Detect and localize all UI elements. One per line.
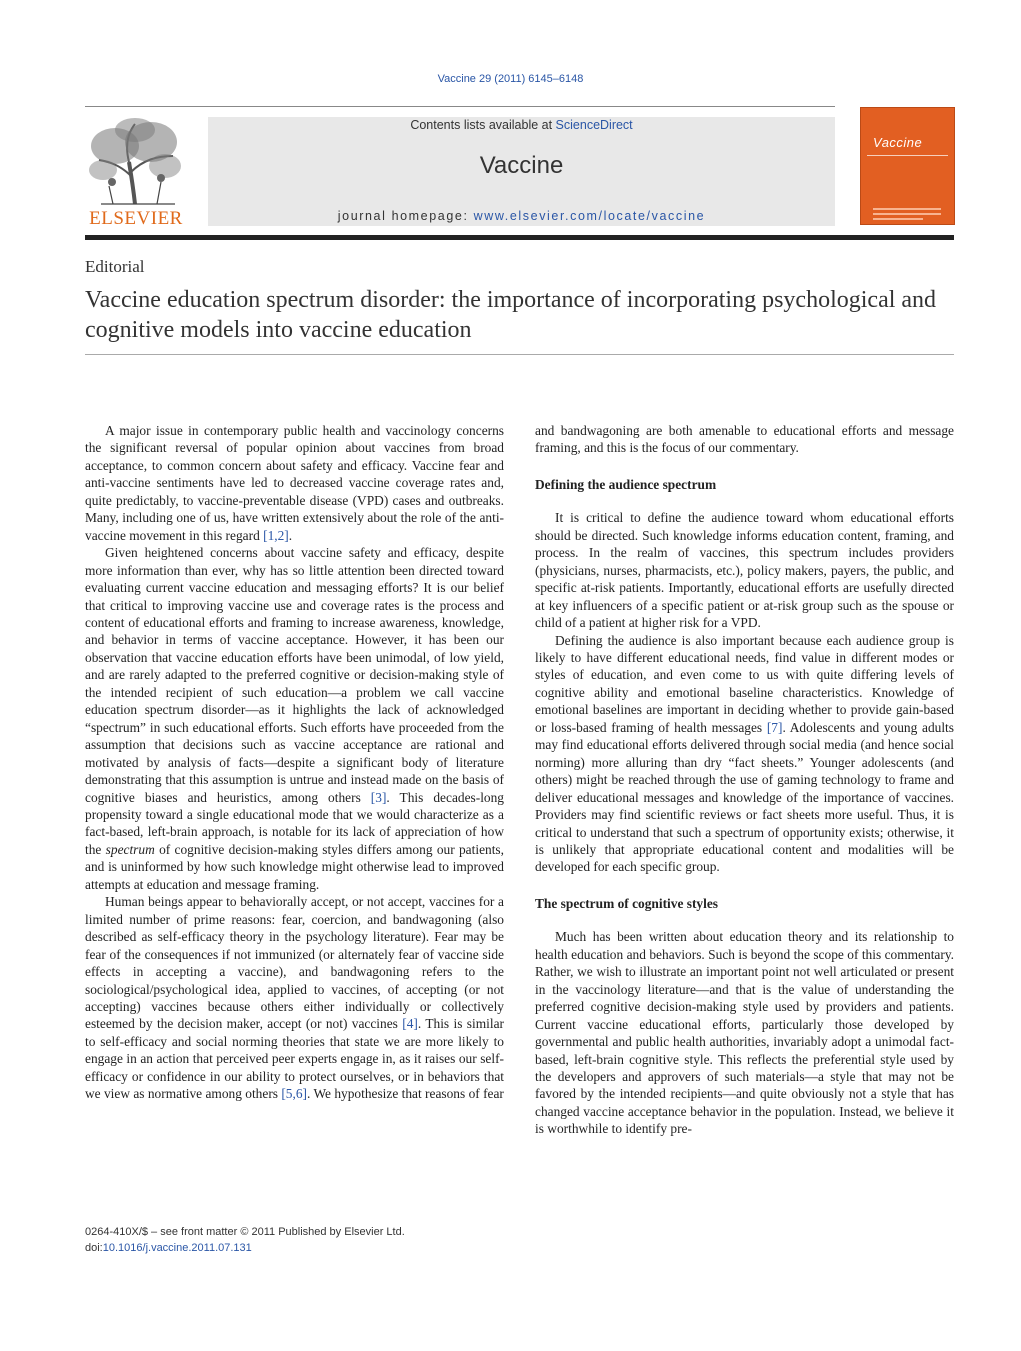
paragraph-text: of cognitive decision-making styles differs among our patients, and is uninformed by how such knowledge might otherwise lead to improved attempts at education and message framing. [85, 841, 504, 892]
citation-link[interactable]: Vaccine 29 (2011) 6145–6148 [437, 73, 584, 85]
copyright-line: 0264-410X/$ – see front matter © 2011 Published by Elsevier Ltd. [85, 1226, 405, 1238]
paragraph-text: Given heightened concerns about vaccine safety and efficacy, despite more information than ever, why has so little attention been directed toward evaluating current vaccine education and messaging efforts? It is our belief that critical to improving vaccine use and coverage rates is the process and content of educational efforts and framing to increase awareness, knowledge, and behavior in terms of vaccine acceptance. However, it has been our observation that vaccine education efforts have been unimodal, of low yield, and are rarely adapted to the preferred cognitive or decision-making style of the intended recipient of such education—a problem we call vaccine education spectrum disorder—as it highlights the lack of acknowledged “spectrum” in such educational efforts. Such efforts have proceeded from the assumption that decisions such as vaccine acceptance are rational and motivated by analysis of facts—despite a significant body of literature demonstrating that this assumption is untrue and instead made on the basis of cognitive biases and heuristics, among others [85, 545, 504, 805]
contents-availability [208, 118, 835, 132]
header-divider [85, 106, 835, 107]
article-type: Editorial [85, 257, 145, 276]
sciencedirect-link[interactable]: ScienceDirect [555, 118, 633, 132]
paragraph: Much has been written about education theory and its relationship to health education and behaviors. Such is beyond the scope of this commentary. Rather, we wish to illustrate an important point not well articulated or present in the vaccinology literature—and that is the value of understanding the preferred cognitive decision-making style used by providers and patients. Current vaccine educational efforts, particularly those developed by governmental and public health authorities, invariably adopt a unimodal fact-based, left-brain cognitive style. This reflects the preferential style used by the developers and approvers of such materials—a style that may not be favored by the intended recipients—and quite obviously not a style that has changed vaccine acceptance behavior in the population. Instead, we believe it is worthwhile to identify pre- [535, 929, 954, 1137]
cover-fineprint [873, 213, 941, 215]
cover-fineprint [873, 208, 941, 210]
paragraph-text: . This decades-long propensity toward a single educational mode that we would characterize as a fact-based, left-brain approach, is notable for its lack of appreciation of how the [85, 789, 504, 857]
paragraph [85, 893, 504, 1102]
cover-fineprint [873, 218, 923, 220]
page-footer [85, 1224, 405, 1256]
journal-title: Vaccine [479, 152, 564, 179]
journal-citation[interactable] [0, 73, 1021, 85]
paragraph-text: Defining the audience is also important because each audience group is likely to have different educational needs, find value in different modes or styles of education, and even come to us with quite differing levels of cognitive ability and emotional baseline characteristics. Knowledge of emotional baselines are important in deciding whether to provide gain-based or loss-based framing of health messages [535, 632, 954, 735]
title-divider [85, 354, 954, 355]
reference-link[interactable]: [3] [370, 789, 387, 805]
homepage-prefix: journal homepage: [337, 209, 474, 223]
reference-link[interactable]: [1,2] [263, 527, 289, 543]
reference-link[interactable]: [5,6] [281, 1086, 308, 1102]
cover-brand-text: Vaccine [873, 135, 923, 150]
section-heading: The spectrum of cognitive styles [535, 895, 718, 911]
paragraph [85, 422, 504, 544]
homepage-link[interactable]: www.elsevier.com/locate/vaccine [473, 209, 706, 223]
paragraph [535, 632, 954, 876]
paragraph: It is critical to define the audience toward whom educational efforts should be directed. Such knowledge informs education content, framing, and process. In the realm of vaccines, this spectrum includes providers (physicians, nurses, pharmacists, etc.), policy makers, payers, the public, and specific at-risk patients. Importantly, educational efforts are usefully directed at key influencers of a specific patient or at-risk group such as the spouse or child of a patient at higher risk for a VPD. [535, 510, 954, 631]
body-column-left [85, 422, 504, 1103]
masthead-rule [85, 235, 954, 240]
journal-cover-thumbnail[interactable] [860, 107, 955, 225]
paragraph [85, 544, 504, 893]
emphasis-text: spectrum [105, 841, 155, 857]
paragraph: and bandwagoning are both amenable to educational efforts and message framing, and this is the focus of our commentary. [535, 423, 954, 456]
section-heading: Defining the audience spectrum [535, 476, 717, 492]
doi-line [85, 1240, 405, 1256]
cover-divider [867, 155, 948, 156]
reference-link[interactable]: [7] [766, 719, 783, 735]
body-column-right [535, 422, 954, 1138]
paragraph-text: . Adolescents and young adults may find educational efforts delivered through social media (and hence social norming) more alluring than dry “fact sheets.” Younger adolescents (and others) might be reached through the use of gaming technology to frame and deliver educational messages and knowledge of the importance of vaccines. Providers may find scientific reviews or fact sheets more useful. Thus, it is critical to understand that such a spectrum of opportunity exists; otherwise, it is unlikely that appropriate educational content and modalities will be developed for each specific group. [535, 719, 954, 875]
reference-link[interactable]: [4] [402, 1016, 418, 1032]
paragraph-text: . [288, 527, 293, 543]
doi-link[interactable]: 10.1016/j.vaccine.2011.07.131 [102, 1242, 252, 1254]
paragraph-text: . We hypothesize that reasons of fear [307, 1086, 504, 1102]
contents-prefix: Contents lists available at [410, 118, 556, 132]
paragraph-text: . This is similar to self-efficacy and social norming theories that state we are more likely to engage in an action that perceived peer experts engage in, as it raises our self-efficacy or confidence in our ability to protect ourselves, or in behaviors that we view as normative among others [85, 1016, 504, 1102]
paragraph-text: A major issue in contemporary public health and vaccinology concerns the significant reversal of popular opinion about vaccines from broad acceptance, to common concern about safety and efficacy. Vaccine fear and anti-vaccine sentiments have led to decreased vaccine coverage rates and, quite predictably, to vaccine-preventable disease (VPD) cases and outbreaks. Many, including one of us, have written extensively about the role of the anti-vaccine movement in this regard [85, 423, 504, 543]
article-title: Vaccine education spectrum disorder: the importance of incorporating psychological and cognitive models into vaccine education [85, 287, 937, 343]
publisher-wordmark[interactable]: ELSEVIER [89, 208, 183, 229]
journal-homepage [208, 209, 835, 223]
doi-prefix: doi: [85, 1242, 103, 1254]
paragraph-text: Human beings appear to behaviorally accept, or not accept, vaccines for a limited number of prime reasons: fear, coercion, and bandwagoning (also described as self-efficacy theory in the psychology literature). Fear may be fear of the consequences if not immunized (or alternately fear of vaccine side effects in accepting a vaccine), and bandwagoning refers to the sociological/psychological idea, applied to vaccines, of accepting (or not accepting) vaccines because others either individually or collectively esteemed by the decision maker, accept (or not) vaccines [85, 894, 504, 1032]
